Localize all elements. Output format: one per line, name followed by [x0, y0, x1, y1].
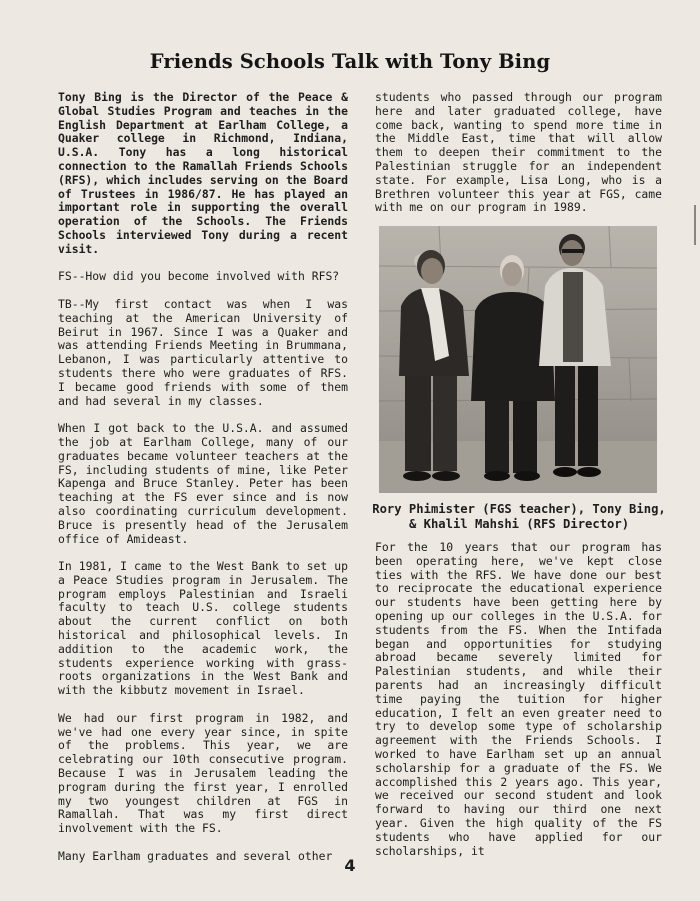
body-paragraph: In 1981, I came to the West Bank to set up a Peace Studies program in Jerusalem. The program employs Palestinian and Israeli faculty to teach U.S. college students about the current conflict on both historical and philosophical levels. In addition to the academic work, the students experience working with grass-roots organizations in the West Bank and with the kibbutz movement in Israel.: [58, 559, 348, 698]
body-paragraph: FS--How did you become involved with RFS?: [58, 269, 340, 284]
right-column-top: [375, 91, 662, 229]
body-paragraph: TB--My first contact was when I was teaching at the American University of Beirut in 1967. Since I was a Quaker and was attending Friends Meeting in Brummana, Lebanon, I was particularly attentive to students there who were graduates of RFS. I became good friends with some of them and had several in my classes.: [58, 296, 348, 408]
body-paragraph: We had our first program in 1982, and we've had one every year since, in spite of the problems. This year, we are celebrating our 10th consecutive program. Because I was in Jerusalem leading the program during the first year, I enrolled my two youngest children at FGS in Ramallah. That was my first direct involvement with the FS.: [58, 710, 348, 836]
left-column: [58, 91, 348, 877]
article-title: Friends Schools Talk with Tony Bing: [149, 50, 551, 73]
body-paragraph: For the 10 years that our program has been operating here, we've kept close ties with the RFS. We have done our best to reciprocate the educational experience our students have been getting here by opening up our colleges in the U.S.A. for students from the FS. When the Intifada began and opportunities for studying abroad became severely limited for Palestinian students, and while their parents had an increasingly difficult time paying the tuition for higher education, I felt an even greater need to try to develop some type of scholarship agreement with the Friends Schools. I worked to have Earlham set up an annual scholarship for a graduate of the FS. We accomplished this 2 years ago. This year, we received our second student and look forward to having our third one next year. Given the high quality of the FS students who have applied for our scholarships, it: [375, 540, 662, 858]
body-paragraph: Many Earlham graduates and several other: [58, 848, 333, 863]
scan-edge-mark: [694, 205, 696, 245]
body-paragraph: students who passed through our program here and later graduated college, have come back, wanting to spend more time in the Middle East, time that will allow them to deepen their commitment to the Palestinian struggle for an independent state. For example, Lisa Long, who is a Brethren volunteer this year at FGS, came with me on our program in 1989.: [375, 90, 662, 215]
intro-paragraph: Tony Bing is the Director of the Peace & Global Studies Program and teaches in the English Department at Earlham College, a Quaker college in Richmond, Indiana, U.S.A. Tony has a long historical connection to the Ramallah Friends Schools (RFS), which includes serving on the Board of Trustees in 1986/87. He has played an important role in supporting the overall operation of the Schools. The Friends Schools interviewed Tony during a recent visit.: [58, 90, 348, 256]
body-paragraph: When I got back to the U.S.A. and assumed the job at Earlham College, many of our graduates became volunteer teachers at the FS, including students of mine, like Peter Kapenga and Bruce Stanley. Peter has been teaching at the FS ever since and is now also coordinating curriculum development. Bruce is presently head of the Jerusalem office of Amideast.: [58, 421, 348, 546]
right-column-bottom: [375, 541, 662, 872]
photo-caption: Rory Phimister (FGS teacher), Tony Bing, & Khalil Mahshi (RFS Director): [372, 502, 666, 531]
photo-illustration: [379, 226, 657, 493]
group-photo: [379, 226, 657, 493]
page-number: 4: [344, 856, 356, 875]
